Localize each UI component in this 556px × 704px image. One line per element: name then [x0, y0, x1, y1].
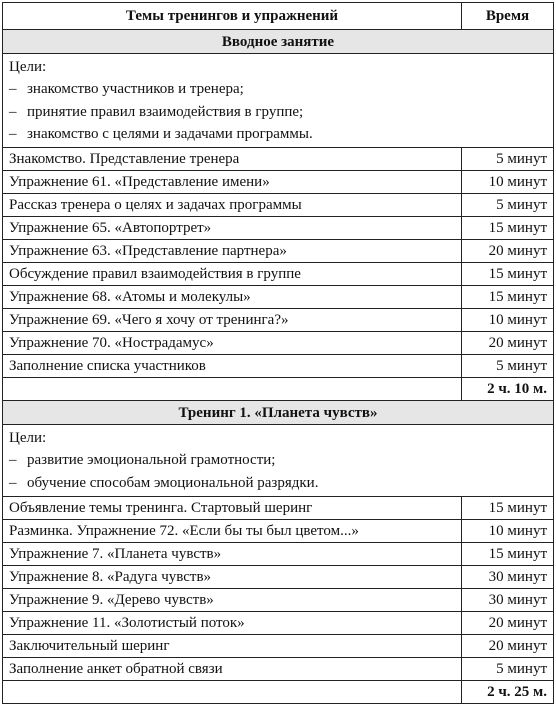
- activity-name: Упражнение 61. «Представление имени»: [3, 171, 462, 194]
- table-row: [3, 194, 554, 217]
- table-row: [3, 263, 554, 286]
- activity-name: Упражнение 7. «Планета чувств»: [3, 543, 462, 566]
- goals-row: [3, 54, 554, 148]
- activity-name: Заполнение списка участников: [3, 355, 462, 378]
- activity-time: 20 минут: [462, 612, 554, 635]
- section-title: Вводное занятие: [3, 30, 554, 54]
- section-title: Тренинг 1. «Планета чувств»: [3, 401, 554, 425]
- activity-name: Упражнение 9. «Дерево чувств»: [3, 589, 462, 612]
- header-time: Время: [462, 3, 554, 30]
- activity-name: Заполнение анкет обратной связи: [3, 658, 462, 681]
- activity-time: 10 минут: [462, 309, 554, 332]
- table-row: [3, 171, 554, 194]
- activity-time: 15 минут: [462, 217, 554, 240]
- total-time: 2 ч. 25 м.: [462, 681, 554, 704]
- table-row: [3, 240, 554, 263]
- goals-cell: [3, 54, 554, 148]
- table-row: [3, 635, 554, 658]
- schedule-table: [2, 2, 554, 704]
- table-row: [3, 658, 554, 681]
- table-row: [3, 332, 554, 355]
- activity-time: 10 минут: [462, 520, 554, 543]
- activity-name: Обсуждение правил взаимодействия в группе: [3, 263, 462, 286]
- goals-cell: [3, 425, 554, 497]
- total-row: [3, 378, 554, 401]
- total-label-cell: [3, 681, 462, 704]
- total-row: [3, 681, 554, 704]
- section-intro-title-row: [3, 30, 554, 54]
- goals-label: Цели:: [9, 430, 47, 447]
- table-row: [3, 497, 554, 520]
- activity-name: Заключительный шеринг: [3, 635, 462, 658]
- activity-time: 20 минут: [462, 332, 554, 355]
- activity-time: 30 минут: [462, 566, 554, 589]
- activity-time: 10 минут: [462, 171, 554, 194]
- activity-time: 20 минут: [462, 635, 554, 658]
- table-row: [3, 520, 554, 543]
- goal-item: – знакомство участников и тренера;: [9, 81, 244, 98]
- activity-name: Рассказ тренера о целях и задачах программы: [3, 194, 462, 217]
- activity-time: 5 минут: [462, 148, 554, 171]
- goals-label: Цели:: [9, 59, 47, 75]
- table-row: [3, 612, 554, 635]
- goal-item: – развитие эмоциональной грамотности;: [9, 452, 276, 469]
- activity-time: 15 минут: [462, 286, 554, 309]
- table-row: [3, 355, 554, 378]
- goal-item: – знакомство с целями и задачами программы.: [9, 125, 313, 142]
- activity-time: 30 минут: [462, 589, 554, 612]
- total-label-cell: [3, 378, 462, 401]
- table-row: [3, 217, 554, 240]
- table-row: [3, 543, 554, 566]
- activity-time: 15 минут: [462, 543, 554, 566]
- activity-name: Упражнение 68. «Атомы и молекулы»: [3, 286, 462, 309]
- activity-time: 5 минут: [462, 658, 554, 681]
- goals-row: [3, 425, 554, 497]
- table-row: [3, 566, 554, 589]
- activity-name: Упражнение 11. «Золотистый поток»: [3, 612, 462, 635]
- activity-name: Упражнение 69. «Чего я хочу от тренинга?»: [3, 309, 462, 332]
- table-row: [3, 589, 554, 612]
- header-row: [3, 3, 554, 30]
- activity-time: 20 минут: [462, 240, 554, 263]
- table-row: [3, 286, 554, 309]
- activity-time: 5 минут: [462, 194, 554, 217]
- activity-name: Упражнение 70. «Нострадамус»: [3, 332, 462, 355]
- activity-time: 15 минут: [462, 263, 554, 286]
- activity-name: Упражнение 65. «Автопортрет»: [3, 217, 462, 240]
- goal-item: – принятие правил взаимодействия в группе;: [9, 103, 304, 120]
- activity-name: Разминка. Упражнение 72. «Если бы ты был цветом...»: [3, 520, 462, 543]
- section-training1-title-row: [3, 401, 554, 425]
- activity-name: Упражнение 63. «Представление партнера»: [3, 240, 462, 263]
- table-row: [3, 148, 554, 171]
- header-topics: Темы тренингов и упражнений: [3, 3, 462, 30]
- goal-item: – обучение способам эмоциональной разрядки.: [9, 474, 319, 491]
- table-row: [3, 309, 554, 332]
- activity-name: Объявление темы тренинга. Стартовый шеринг: [3, 497, 462, 520]
- activity-time: 5 минут: [462, 355, 554, 378]
- activity-name: Упражнение 8. «Радуга чувств»: [3, 566, 462, 589]
- activity-time: 15 минут: [462, 497, 554, 520]
- total-time: 2 ч. 10 м.: [462, 378, 554, 401]
- activity-name: Знакомство. Представление тренера: [3, 148, 462, 171]
